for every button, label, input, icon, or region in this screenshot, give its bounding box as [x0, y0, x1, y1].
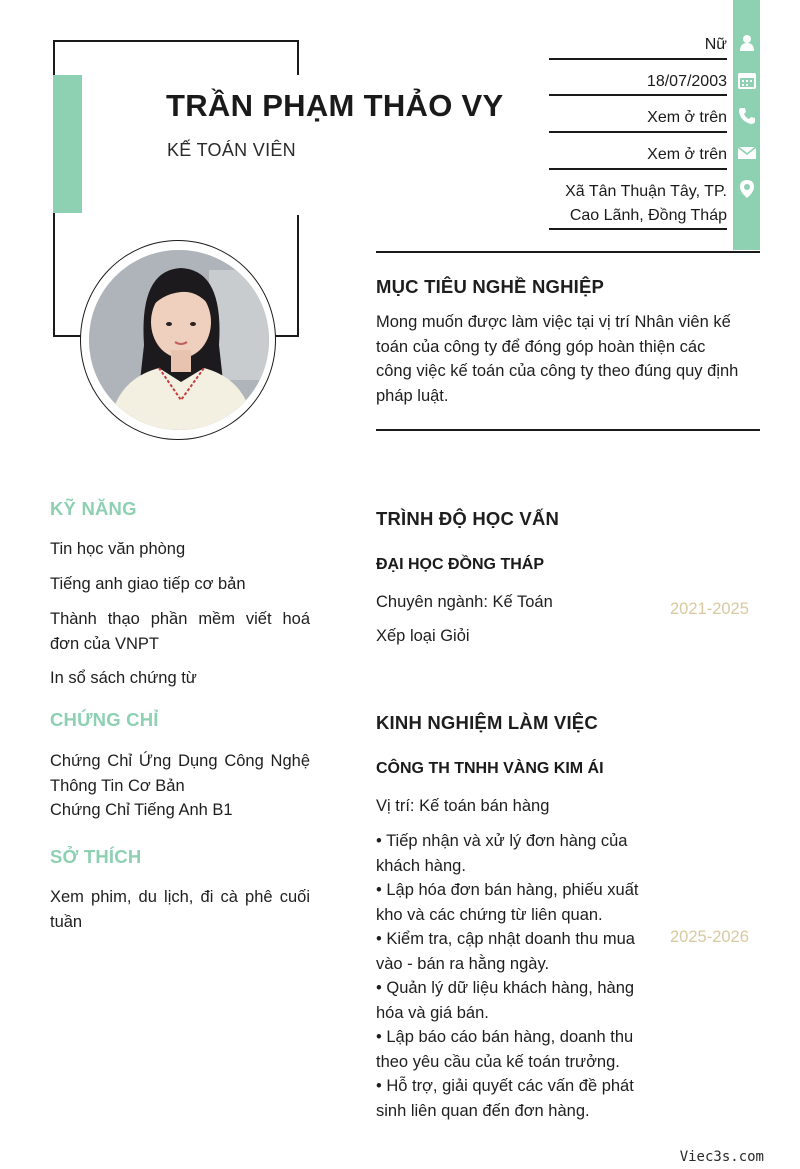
contact-address-line2: Cao Lãnh, Đồng Tháp [569, 207, 727, 224]
user-icon [737, 33, 757, 53]
objective-line: toán của công ty để đóng góp hoàn thiện các [376, 337, 706, 356]
contact-divider [549, 131, 727, 133]
duty-line: • Kiểm tra, cập nhật doanh thu mua [376, 930, 635, 948]
skill-item: Tin học văn phòng [50, 540, 186, 558]
duty-line: vào - bán ra hằng ngày. [376, 954, 550, 973]
calendar-icon [737, 70, 757, 90]
job-title: KẾ TOÁN VIÊN [167, 140, 296, 160]
duty-line: • Tiếp nhận và xử lý đơn hàng của [376, 832, 628, 850]
candidate-name: TRẦN PHẠM THẢO VY [166, 88, 504, 123]
divider-top [376, 251, 760, 253]
contact-gender: Nữ [704, 36, 727, 53]
experience-duties [376, 829, 661, 1123]
experience-period: 2025-2026 [670, 928, 749, 946]
contact-phone: Xem ở trên [647, 109, 727, 126]
accent-bar [53, 75, 82, 213]
school-name: ĐẠI HỌC ĐỒNG THÁP [376, 556, 544, 573]
skill-item [50, 607, 310, 656]
contact-birthdate: 18/07/2003 [646, 73, 727, 90]
duty-line: sinh liên quan đến đơn hàng. [376, 1101, 590, 1120]
avatar [89, 250, 269, 430]
skill-item-text: Thành thạo phần mềm viết hoá đơn của VNPT [50, 610, 310, 653]
contact-divider [549, 58, 727, 60]
duty-line: • Lập hóa đơn bán hàng, phiếu xuất [376, 881, 639, 899]
education-grade: Xếp loại Giỏi [376, 627, 470, 645]
duty-line: • Lập báo cáo bán hàng, doanh thu [376, 1028, 634, 1046]
contact-divider [549, 168, 727, 170]
duty-line: theo yêu cầu của kế toán trưởng. [376, 1052, 620, 1071]
location-icon [737, 179, 757, 199]
avatar-photo [89, 250, 269, 430]
duty-line: kho và các chứng từ liên quan. [376, 905, 603, 924]
education-period: 2021-2025 [670, 600, 749, 618]
education-major: Chuyên ngành: Kế Toán [376, 593, 553, 611]
certificate-item: Chứng Chỉ Tiếng Anh B1 [50, 801, 233, 819]
duty-line: hóa và giá bán. [376, 1003, 489, 1022]
duty-line: khách hàng. [376, 856, 466, 875]
skills-title: KỸ NĂNG [50, 498, 137, 519]
experience-title: KINH NGHIỆM LÀM VIỆC [376, 712, 598, 733]
experience-position: Vị trí: Kế toán bán hàng [376, 797, 550, 815]
phone-icon [737, 106, 757, 126]
skill-item: Tiếng anh giao tiếp cơ bản [50, 575, 246, 593]
duty-line: • Hỗ trợ, giải quyết các vấn đề phát [376, 1077, 634, 1095]
contact-divider [549, 94, 727, 96]
education-title: TRÌNH ĐỘ HỌC VẤN [376, 508, 560, 529]
objective-line: công việc kế toán của công ty theo đúng quy định [376, 362, 739, 380]
company-name: CÔNG TH TNHH VÀNG KIM ÁI [376, 760, 604, 777]
certificate-item: Chứng Chỉ Ứng Dụng Công Nghệ Thông Tin Cơ Bản [50, 752, 310, 795]
contact-divider [549, 228, 727, 230]
objective-title: MỤC TIÊU NGHỀ NGHIỆP [376, 276, 605, 297]
certificates-title: CHỨNG CHỈ [50, 709, 159, 730]
skill-item: In sổ sách chứng từ [50, 669, 197, 687]
hobbies-text: Xem phim, du lịch, đi cà phê cuối tuần [50, 888, 310, 931]
contact-email: Xem ở trên [647, 146, 727, 163]
watermark: Viec3s.com [679, 1149, 764, 1165]
mail-icon [737, 143, 757, 163]
duty-line: • Quản lý dữ liệu khách hàng, hàng [376, 979, 635, 997]
contact-address-line1: Xã Tân Thuận Tây, TP. [565, 183, 727, 200]
objective-line: pháp luật. [376, 386, 449, 405]
objective-text [376, 310, 760, 408]
divider-bottom [376, 429, 760, 431]
hobbies-title: SỞ THÍCH [50, 846, 142, 867]
objective-line: Mong muốn được làm việc tại vị trí Nhân viên kế [376, 313, 731, 331]
